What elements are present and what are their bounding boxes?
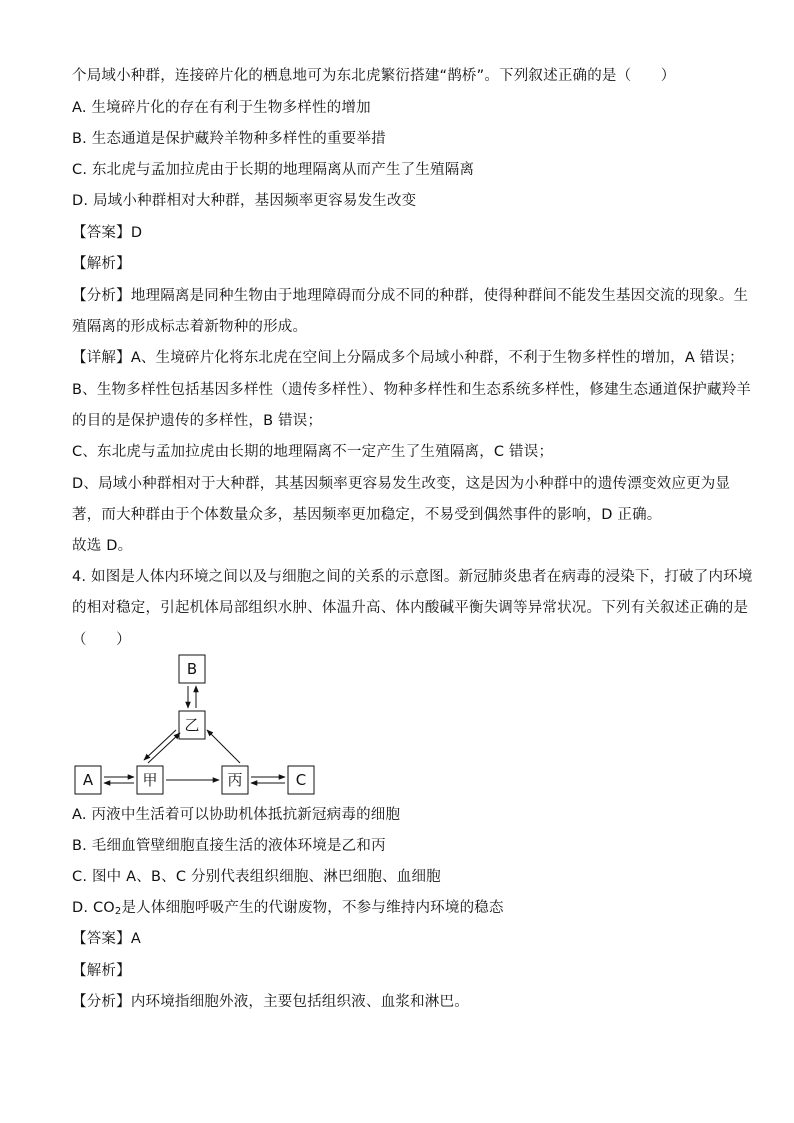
q3-conclusion: 故选 D。 <box>72 538 133 554</box>
arrow-bing-to-yi <box>207 730 240 763</box>
q3-option-d: D. 局域小种群相对大种群，基因频率更容易发生改变 <box>72 193 417 209</box>
answer-value: A <box>130 931 141 947</box>
q3-detail-line-5: D、局域小种群相对于大种群，其基因频率更容易发生改变，这是因为小种群中的遗传漂变效应更为显 <box>72 476 731 492</box>
q4-option-d <box>72 898 504 922</box>
box-c-label: C <box>295 771 307 789</box>
q3-option-a: A. 生境碎片化的存在有利于生物多样性的增加 <box>72 100 371 116</box>
q3-analysis-line-1 <box>72 286 748 306</box>
q3-detail-line-1 <box>72 348 744 368</box>
diagram-svg <box>70 650 330 800</box>
box-a-label: A <box>82 771 94 789</box>
body-fluid-diagram <box>70 650 330 800</box>
analysis-text: 内环境指细胞外液，主要包括组织液、血浆和淋巴。 <box>130 994 469 1010</box>
detail-tag: 【详解】 <box>72 350 131 366</box>
answer-tag: 【答案】 <box>72 931 131 947</box>
q3-answer <box>72 223 142 243</box>
box-bing-label: 丙 <box>227 771 243 789</box>
q3-detail-line-6: 著，而大种群由于个体数量众多，基因频率更加稳定，不易受到偶然事件的影响，D 正确。 <box>72 507 662 523</box>
q4-jiexi-heading: 【解析】 <box>72 963 131 979</box>
q4-stem-line-2: 的相对稳定，引起机体局部组织水肿、体温升高、体内酸碱平衡失调等异常状况。下列有关叙述正确的是 <box>72 600 749 616</box>
box-jia-label: 甲 <box>142 771 158 789</box>
box-yi-label: 乙 <box>184 716 200 734</box>
arrow-jia-to-yi <box>148 733 180 763</box>
q3-option-b: B. 生态通道是保护藏羚羊物种多样性的重要举措 <box>72 131 386 147</box>
q3-detail-line-2: B、生物多样性包括基因多样性（遗传多样性）、物种多样性和生态系统多样性，修建生态通道保护藏羚羊 <box>72 382 752 398</box>
q3-detail-line-4: C、东北虎与孟加拉虎由长期的地理隔离不一定产生了生殖隔离，C 错误； <box>72 444 554 460</box>
option-d-text: 是人体细胞呼吸产生的代谢废物，不参与维持内环境的稳态 <box>121 900 504 916</box>
q4-answer <box>72 929 141 949</box>
q3-option-c: C. 东北虎与孟加拉虎由于长期的地理隔离从而产生了生殖隔离 <box>72 162 475 178</box>
detail-text: A、生境碎片化将东北虎在空间上分隔成多个局域小种群，不利于生物多样性的增加，A 错误； <box>130 350 744 366</box>
q3-jiexi-heading: 【解析】 <box>72 256 131 272</box>
analysis-tag: 【分析】 <box>72 994 131 1010</box>
q4-stem-line-3: （ ） <box>72 632 131 648</box>
q3-detail-line-3: 的目的是保护遗传的多样性，B 错误； <box>72 413 323 429</box>
arrow-yi-to-jia <box>144 730 176 760</box>
analysis-tag: 【分析】 <box>72 288 131 304</box>
option-d-prefix: D. CO <box>72 900 115 916</box>
q4-option-c: C. 图中 A、B、C 分别代表组织细胞、淋巴细胞、血细胞 <box>72 869 441 885</box>
option-d-subscript: 2 <box>114 906 122 917</box>
q4-analysis <box>72 992 469 1012</box>
q3-analysis-line-2: 殖隔离的形成标志着新物种的形成。 <box>72 319 308 335</box>
q4-stem-line-1: 4. 如图是人体内环境之间以及与细胞之间的关系的示意图。新冠肺炎患者在病毒的浸染下，打破了内环境 <box>72 569 753 585</box>
q3-stem-tail: 个局域小种群，连接碎片化的栖息地可为东北虎繁衍搭建“鹊桥”。下列叙述正确的是（ ） <box>72 68 676 84</box>
box-b-label: B <box>186 660 198 678</box>
q4-option-a: A. 丙液中生活着可以协助机体抵抗新冠病毒的细胞 <box>72 807 401 823</box>
answer-value: D <box>130 225 143 241</box>
q4-option-b: B. 毛细血管壁细胞直接生活的液体环境是乙和丙 <box>72 838 386 854</box>
analysis-text: 地理隔离是同种生物由于地理障碍而分成不同的种群，使得种群间不能发生基因交流的现象。生 <box>130 288 749 304</box>
answer-tag: 【答案】 <box>72 225 131 241</box>
